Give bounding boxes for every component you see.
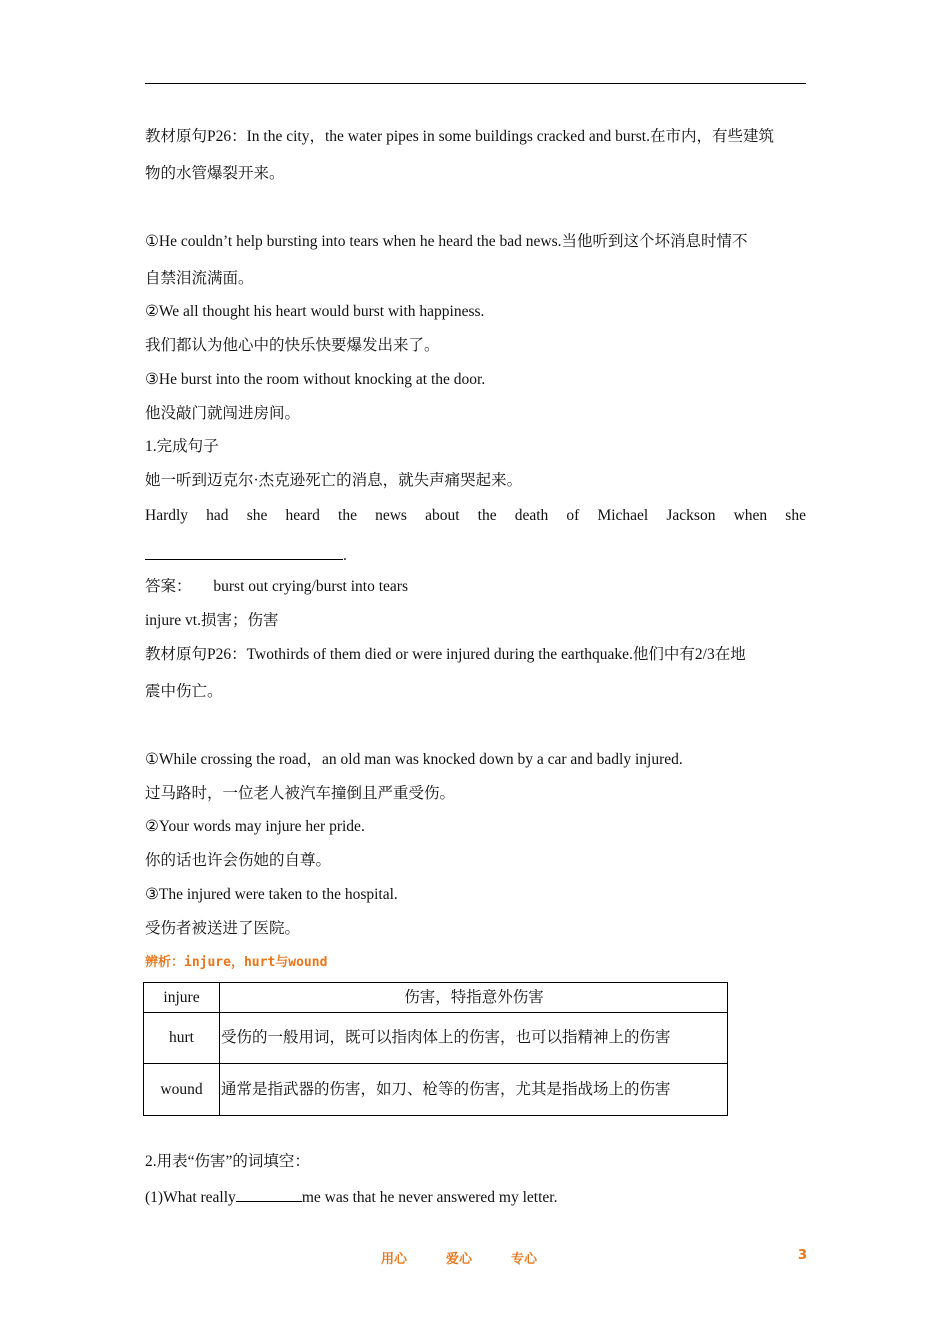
sentence-start: (1)What really — [145, 1189, 236, 1206]
text-line: 自禁泪流满面。 — [145, 270, 254, 287]
text-line: 我们都认为他心中的快乐快要爆发出来了。 — [145, 337, 440, 354]
table-cell-desc: 受伤的一般用词，既可以指肉体上的伤害，也可以指精神上的伤害 — [220, 1013, 728, 1064]
word: about — [425, 507, 460, 524]
word: Jackson — [666, 507, 716, 524]
section-heading: 辨析：injure，hurt与wound — [145, 955, 328, 970]
word: Michael — [597, 507, 649, 524]
word: the — [338, 507, 357, 524]
text-line: 你的话也许会伤她的自尊。 — [145, 852, 332, 869]
text-line: ②Your words may injure her pride. — [145, 818, 365, 835]
table-row — [144, 1013, 728, 1064]
text-line: ②We all thought his heart would burst with happiness. — [145, 303, 485, 320]
word: the — [477, 507, 497, 524]
text-line: ③The injured were taken to the hospital. — [145, 886, 398, 903]
footer-slogan: 用心 — [381, 1252, 408, 1267]
text-line: 教材原句P26：Twothirds of them died or were injured during the earthquake.他们中有2/3在地 — [145, 646, 746, 663]
word: of — [566, 507, 580, 524]
word: she — [785, 507, 806, 524]
text-line: 物的水管爆裂开来。 — [145, 165, 285, 182]
text-line: 过马路时，一位老人被汽车撞倒且严重受伤。 — [145, 785, 456, 802]
table-cell-word: injure — [144, 983, 220, 1013]
word: heard — [285, 507, 320, 524]
word: news — [375, 507, 407, 524]
word: death — [514, 507, 549, 524]
table-row — [144, 983, 728, 1013]
exercise-sentence — [145, 506, 806, 526]
table-cell-word: hurt — [144, 1013, 220, 1064]
table-cell-word: wound — [144, 1064, 220, 1116]
answer-blank-line — [145, 543, 806, 566]
footer-slogan: 爱心 — [446, 1252, 473, 1267]
page-number: 3 — [798, 1248, 808, 1263]
answer-blank — [236, 1187, 302, 1202]
text-line: 教材原句P26：In the city，the water pipes in some buildings cracked and burst.在市内，有些建筑 — [145, 128, 774, 145]
sentence-end: me was that he never answered my letter. — [301, 1189, 558, 1206]
text-line: ①He couldn’t help bursting into tears when he heard the bad news.当他听到这个坏消息时情不 — [145, 233, 748, 250]
text-line: 他没敲门就闯进房间。 — [145, 405, 301, 422]
comparison-table — [143, 982, 728, 1116]
table-cell-desc: 通常是指武器的伤害，如刀、枪等的伤害，尤其是指战场上的伤害 — [220, 1064, 728, 1116]
answer-text: burst out crying/burst into tears — [213, 578, 408, 595]
word: when — [733, 507, 768, 524]
text-line: 震中伤亡。 — [145, 683, 223, 700]
text-line: injure vt.损害；伤害 — [145, 612, 279, 629]
text-line: 她一听到迈克尔·杰克逊死亡的消息，就失声痛哭起来。 — [145, 472, 523, 489]
text-line: ①While crossing the road，an old man was knocked down by a car and badly injured. — [145, 751, 683, 768]
header-rule — [145, 83, 806, 84]
footer-slogan: 专心 — [511, 1252, 538, 1267]
word: had — [206, 507, 229, 524]
text-line: ③He burst into the room without knocking at the door. — [145, 371, 486, 388]
exercise-title: 2.用表“伤害”的词填空： — [145, 1153, 310, 1170]
answer-blank — [145, 543, 343, 560]
text-line: 受伤者被送进了医院。 — [145, 920, 301, 937]
exercise-sentence — [145, 1187, 806, 1208]
exercise-title: 1.完成句子 — [145, 438, 219, 455]
answer-line — [145, 577, 806, 597]
table-row — [144, 1064, 728, 1116]
answer-label: 答案： — [145, 578, 192, 595]
table-cell-desc: 伤害，特指意外伤害 — [220, 983, 728, 1013]
period: . — [343, 547, 347, 564]
word: she — [246, 507, 268, 524]
word: Hardly — [145, 507, 189, 524]
